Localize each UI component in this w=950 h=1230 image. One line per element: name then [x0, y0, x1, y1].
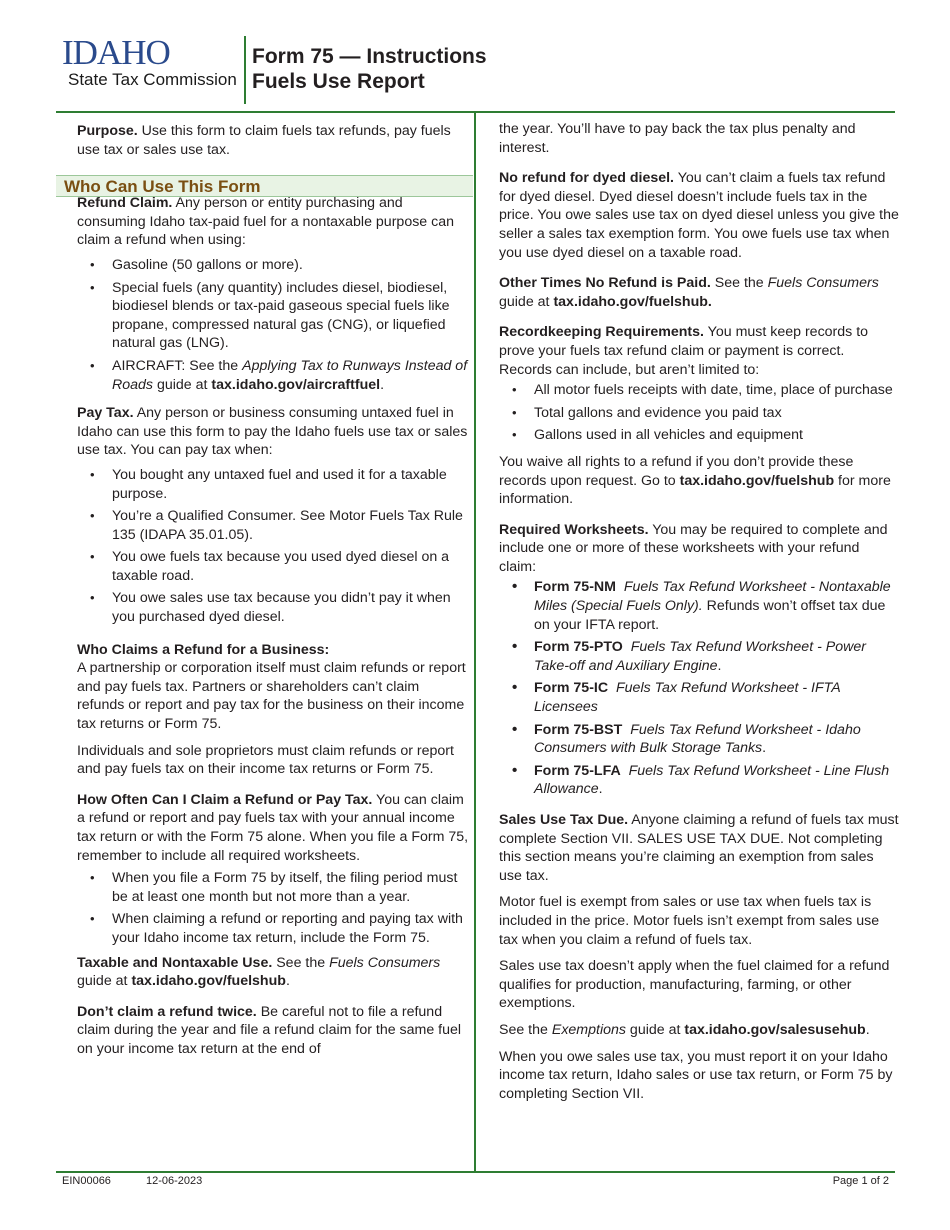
individuals-paragraph: Individuals and sole proprietors must claim refunds or report and pay fuels tax on their income tax returns or Form 75. — [77, 742, 454, 778]
list-item: • All motor fuels receipts with date, time, place of purchase — [499, 381, 899, 400]
dyed-text: You can’t claim a fuels tax refund for dyed diesel. Dyed diesel doesn’t include fuels tax in the price. You owe sales use tax on dyed diesel unless you give the seller a sales tax exemption form. You owe fuels use tax when you use dyed diesel on a taxable road. — [499, 170, 899, 261]
list-item: • When you file a Form 75 by itself, the filing period must be at least one month but not more than a year. — [77, 869, 469, 906]
list-item: • When claiming a refund or reporting and paying tax with your Idaho income tax return, include the Form 75. — [77, 910, 469, 947]
footer-code: EIN00066 — [62, 1175, 111, 1187]
worksheet-item — [499, 578, 899, 634]
worksheet-form: Form 75-BST — [534, 721, 623, 738]
records-text: You must keep records to prove your fuels tax refund claim or payment is correct. Records can include, but aren’t limited to: — [499, 324, 869, 378]
refund-claim-list — [77, 256, 469, 394]
aircraftfuel-link[interactable]: tax.idaho.gov/aircraftfuel — [211, 376, 381, 393]
worksheet-item — [499, 638, 899, 675]
other-pre: See the — [710, 275, 768, 292]
left-column — [77, 122, 469, 1071]
refund-claim-lead: Refund Claim. — [77, 195, 173, 212]
page-title — [252, 44, 487, 94]
footer-rule — [56, 1171, 895, 1173]
taxable-mid: guide at — [77, 973, 132, 990]
records-lead: Recordkeeping Requirements. — [499, 324, 704, 341]
records-list — [499, 381, 899, 445]
taxable-use-paragraph — [77, 954, 469, 991]
worksheet-form: Form 75-NM — [534, 579, 616, 596]
dyed-lead: No refund for dyed diesel. — [499, 170, 675, 187]
how-often-list — [77, 869, 469, 947]
waive-paragraph — [499, 453, 899, 509]
dyed-diesel-paragraph — [499, 169, 899, 262]
header-divider — [244, 36, 246, 104]
pay-tax-lead: Pay Tax. — [77, 405, 134, 422]
worksheet-note: . — [717, 657, 722, 674]
exemptions-end: . — [865, 1021, 870, 1038]
title-line-1: Form 75 — Instructions — [252, 45, 487, 68]
worksheet-form: Form 75-IC — [534, 680, 609, 697]
fuels-consumers-guide: Fuels Consumers — [767, 275, 879, 292]
idaho-tax-logo — [62, 33, 242, 90]
pay-tax-text: Any person or business consuming untaxed fuel in Idaho can use this form to pay the Idaho fuels use tax or sales use tax. You can pay tax when: — [77, 405, 468, 459]
owe-sales-use-paragraph: When you owe sales use tax, you must report it on your Idaho income tax return, Idaho sales or use tax return, or Form 75 by completing Section VII. — [499, 1048, 893, 1102]
worksheet-item — [499, 721, 899, 758]
worksheets-lead: Required Worksheets. — [499, 521, 649, 538]
worksheets-list — [499, 578, 899, 799]
footer-page-number: Page 1 of 2 — [832, 1175, 889, 1187]
twice-text: Be careful not to file a refund claim during the year and file a refund claim for the same fuel on your income tax return at the end of — [77, 1003, 462, 1057]
worksheet-title: Fuels Tax Refund Worksheet - IFTA Licensees — [534, 680, 841, 716]
page-header — [0, 0, 950, 112]
pay-tax-list — [77, 466, 469, 627]
recordkeeping-paragraph — [499, 323, 899, 379]
motor-fuel-paragraph: Motor fuel is exempt from sales or use tax when fuels tax is included in the price. Motor fuels isn’t exempt from sales use tax when you claim a refund of fuels tax. — [499, 894, 880, 948]
exemptions-guide: Exemptions — [551, 1021, 626, 1038]
fuels-consumers-guide: Fuels Consumers — [329, 954, 441, 971]
refund-claim-paragraph — [77, 194, 469, 250]
taxable-lead: Taxable and Nontaxable Use. — [77, 954, 273, 971]
fuelshub-link[interactable]: tax.idaho.gov/fuelshub — [131, 973, 286, 990]
exemptions-mid: guide at — [625, 1021, 685, 1038]
dont-claim-twice-paragraph — [77, 1003, 469, 1059]
list-item: • Gasoline (50 gallons or more). — [77, 256, 469, 275]
business-paragraph — [77, 641, 469, 734]
waive-end: for more information. — [499, 472, 891, 508]
sales-use-tax-paragraph — [499, 811, 899, 885]
other-mid: guide at — [499, 293, 554, 310]
taxable-pre: See the — [272, 954, 330, 971]
how-often-text: You can claim a refund or report and pay fuels tax with your annual income tax return or with the Form 75 alone. When you file a Form 75, remember to include all required worksheets. — [77, 791, 469, 864]
sales-use-text: Anyone claiming a refund of fuels tax must complete Section VII. SALES USE TAX DUE. Not completing this section means you’re claiming an exemption from sales use tax. — [499, 812, 899, 884]
footer-date: 12-06-2023 — [146, 1175, 203, 1187]
worksheets-text: You may be required to complete and include one or more of these worksheets with your refund claim: — [499, 521, 888, 575]
purpose-paragraph — [77, 122, 469, 159]
worksheet-form: Form 75-LFA — [534, 762, 621, 779]
list-item: • You owe fuels tax because you used dyed diesel on a taxable road. — [77, 548, 469, 585]
worksheets-paragraph — [499, 521, 899, 577]
list-item: • You owe sales use tax because you didn’t pay it when you purchased dyed diesel. — [77, 589, 469, 626]
list-item: • Total gallons and evidence you paid tax — [499, 404, 899, 423]
worksheet-item — [499, 679, 899, 716]
how-often-paragraph — [77, 791, 469, 865]
worksheet-form: Form 75-PTO — [534, 639, 623, 656]
column-divider — [474, 111, 476, 1172]
list-item: • You bought any untaxed fuel and used it for a taxable purpose. — [77, 466, 469, 503]
how-often-lead: How Often Can I Claim a Refund or Pay Tax. — [77, 791, 373, 808]
aircraft-end: . — [380, 376, 385, 393]
taxable-end: . — [285, 973, 290, 990]
purpose-text: Use this form to claim fuels tax refunds, pay fuels use tax or sales use tax. — [77, 123, 451, 158]
worksheet-note: . — [598, 781, 603, 798]
salesusehub-link[interactable]: tax.idaho.gov/salesusehub — [684, 1021, 866, 1038]
twice-lead: Don’t claim a refund twice. — [77, 1003, 257, 1020]
exemptions-pre: See the — [499, 1021, 552, 1038]
logo-subtitle: State Tax Commission — [68, 70, 237, 89]
production-paragraph: Sales use tax doesn’t apply when the fuel claimed for a refund qualifies for production, manufacturing, farming, or other exemptions. — [499, 958, 890, 1012]
aircraft-text: AIRCRAFT: See the — [112, 357, 243, 374]
list-item: • Gallons used in all vehicles and equipment — [499, 426, 899, 445]
list-item: • You’re a Qualified Consumer. See Motor Fuels Tax Rule 135 (IDAPA 35.01.05). — [77, 507, 469, 544]
other-lead: Other Times No Refund is Paid. — [499, 275, 711, 292]
purpose-lead: Purpose. — [77, 123, 138, 139]
worksheet-note: Refunds won’t offset tax due on your IFTA report. — [534, 598, 886, 633]
logo-wordmark: IDAHO — [62, 33, 170, 72]
worksheet-title: Fuels Tax Refund Worksheet - Line Flush Allowance — [534, 762, 890, 798]
list-item: • Special fuels (any quantity) includes diesel, biodiesel, biodiesel blends or tax-paid gaseous special fuels like propane, compressed natural gas (CNG), or liquefied natural gas (LNG). — [77, 279, 469, 353]
worksheet-item — [499, 762, 899, 799]
business-text: A partnership or corporation itself must claim refunds or report and pay fuels tax. Partners or shareholders can’t claim refunds or report and pay tax for the business on their income tax returns or Form 75. — [77, 660, 466, 733]
other-times-paragraph — [499, 274, 899, 311]
continued-paragraph: the year. You’ll have to pay back the tax plus penalty and interest. — [499, 121, 856, 156]
fuelshub-link[interactable]: tax.idaho.gov/fuelshub. — [553, 293, 712, 310]
waive-pre: You waive all rights to a refund if you don’t provide these records upon request. Go to — [499, 453, 854, 489]
worksheet-title: Fuels Tax Refund Worksheet - Idaho Consumers with Bulk Storage Tanks — [534, 721, 861, 757]
list-item — [77, 357, 469, 394]
exemptions-paragraph — [499, 1021, 899, 1040]
worksheet-title: Fuels Tax Refund Worksheet - Power Take-off and Auxiliary Engine — [534, 639, 866, 674]
aircraft-mid: guide at — [153, 376, 212, 393]
section-heading-text: Who Can Use This Form — [64, 177, 261, 196]
refund-claim-text: Any person or entity purchasing and consuming Idaho tax-paid fuel for a nontaxable purpose can claim a refund when using: — [77, 195, 455, 249]
fuelshub-link[interactable]: tax.idaho.gov/fuelshub — [679, 472, 835, 489]
aircraft-guide-title: Applying Tax to Runways Instead of Roads — [112, 357, 468, 393]
pay-tax-paragraph — [77, 404, 469, 460]
title-line-2: Fuels Use Report — [252, 70, 425, 93]
worksheet-title: Fuels Tax Refund Worksheet - Nontaxable Miles (Special Fuels Only). — [534, 579, 891, 615]
business-lead: Who Claims a Refund for a Business: — [77, 641, 330, 658]
sales-use-lead: Sales Use Tax Due. — [499, 812, 629, 828]
worksheet-note: . — [762, 740, 767, 757]
right-column — [499, 120, 899, 1115]
